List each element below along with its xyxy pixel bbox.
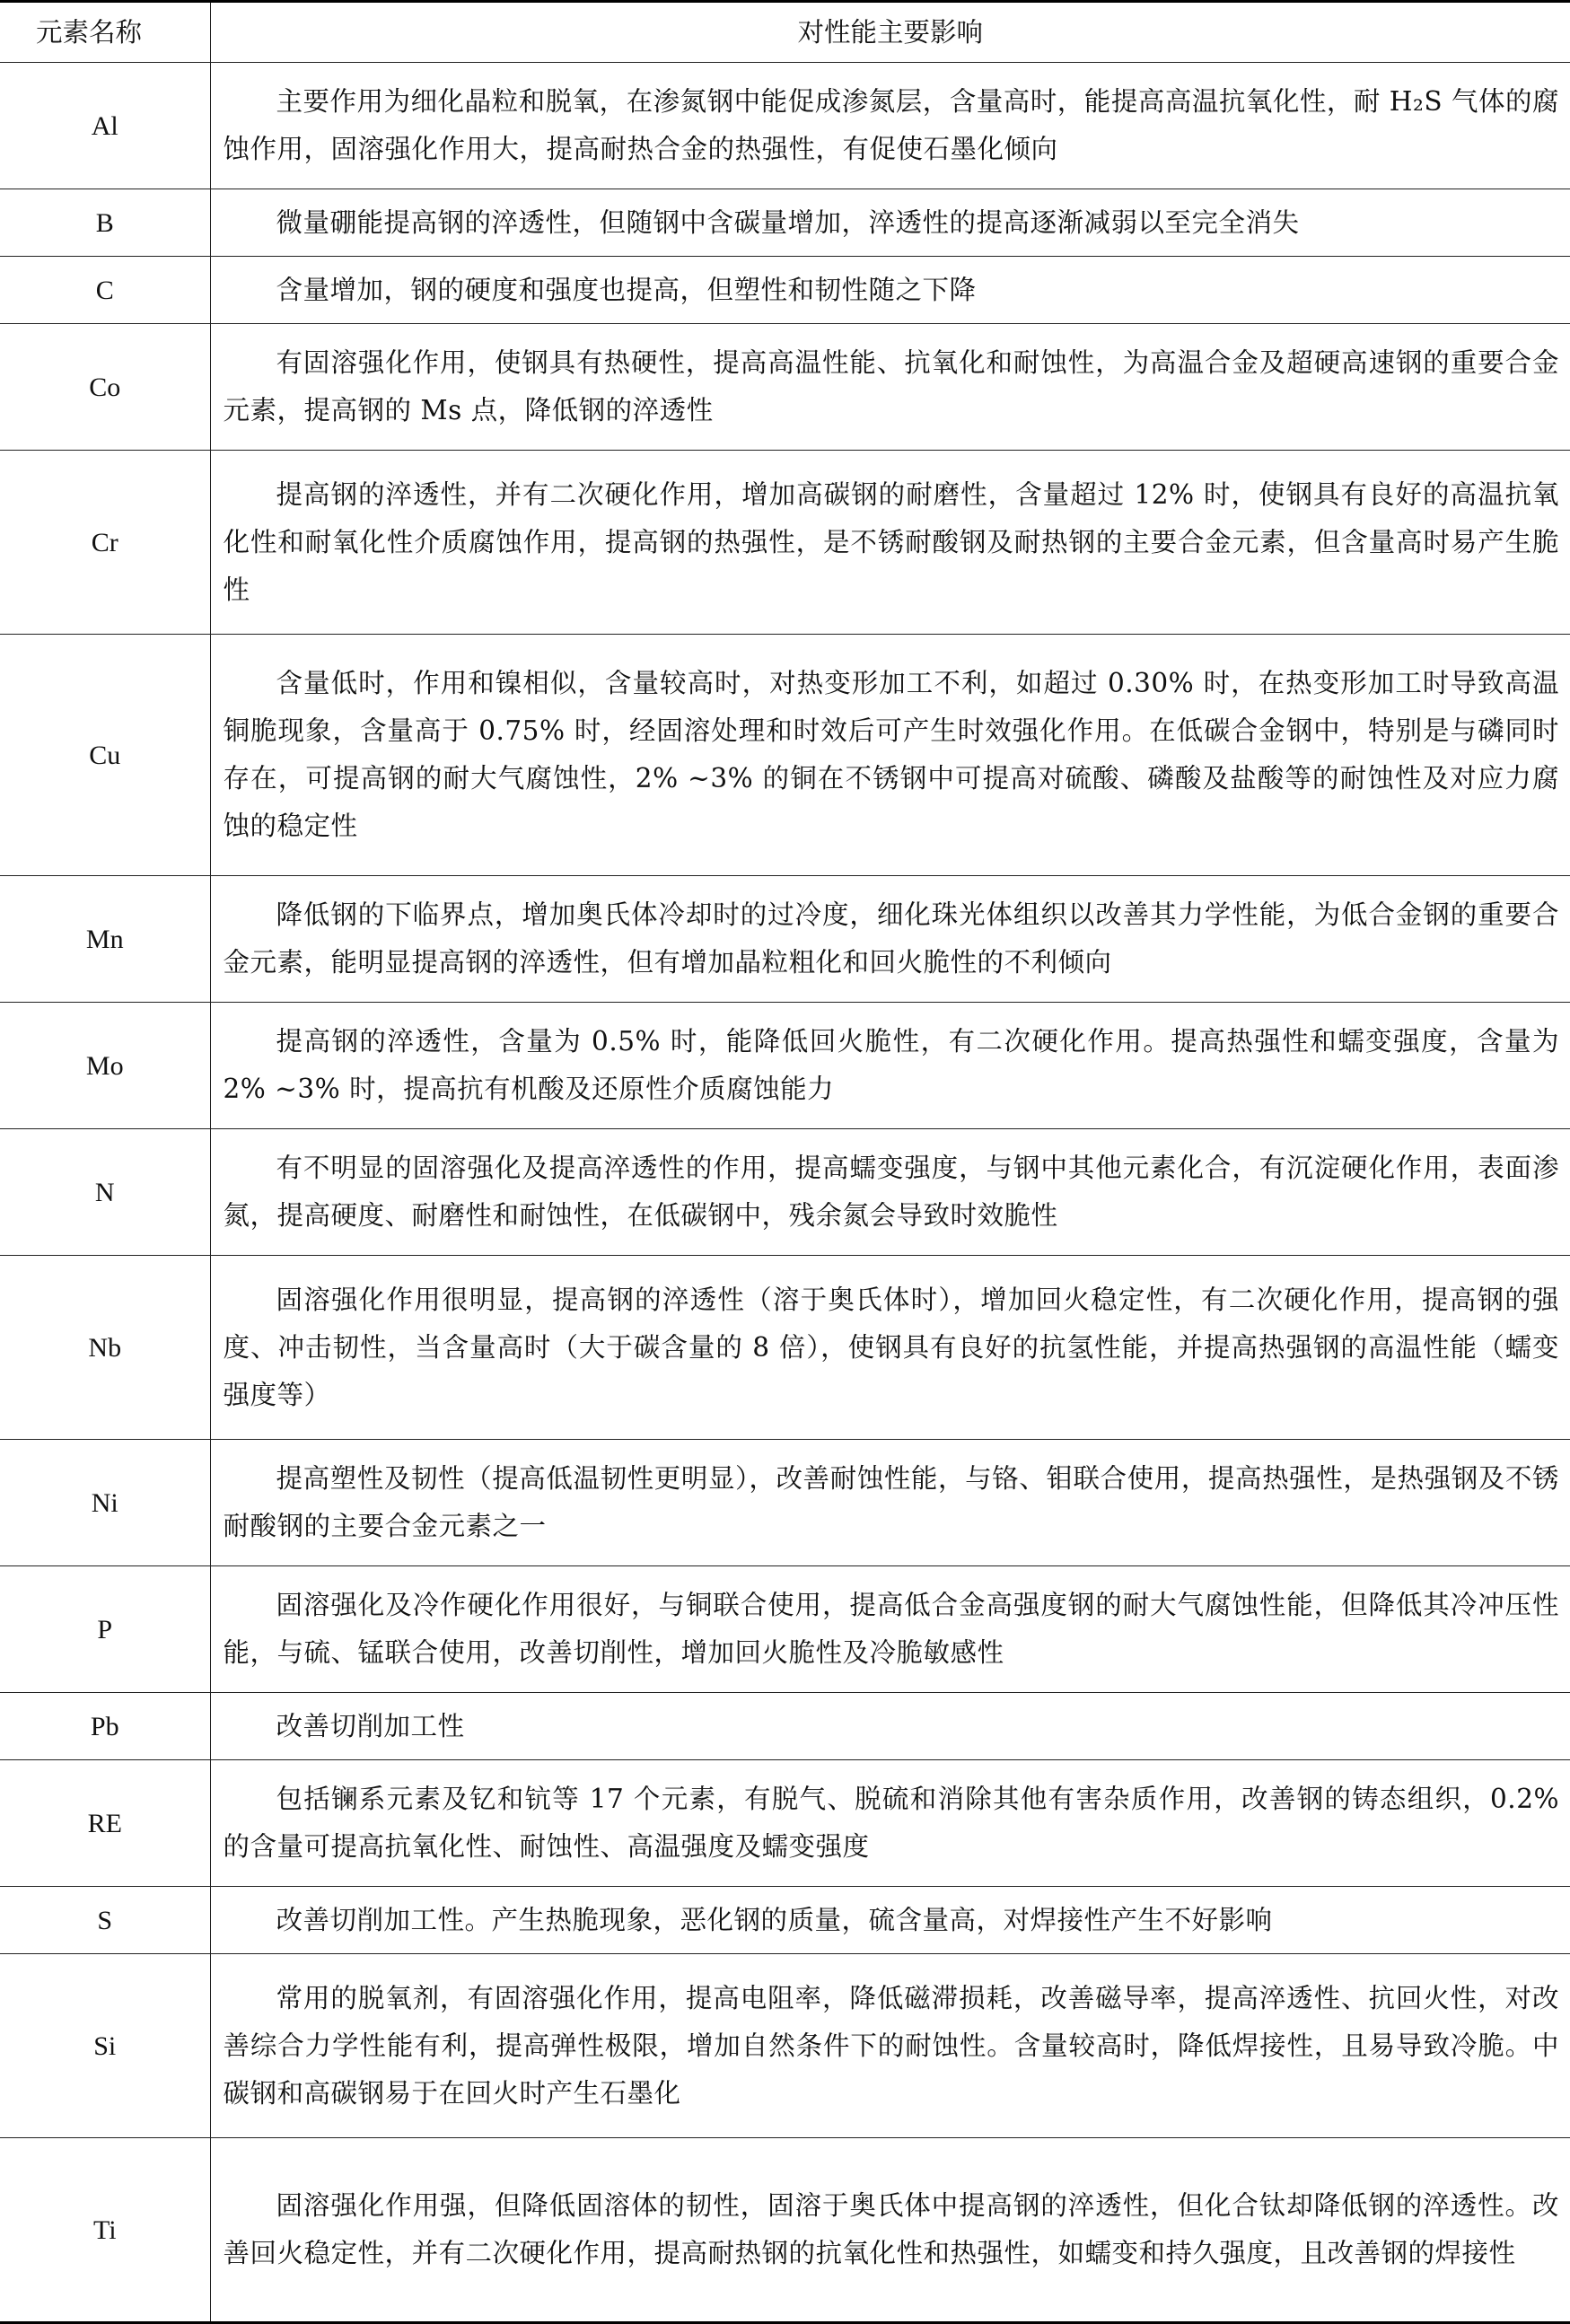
element-effect: 提高钢的淬透性，并有二次硬化作用，增加高碳钢的耐磨性，含量超过 12% 时，使钢具有良好的高温抗氧化性和耐氧化性介质腐蚀作用，提高钢的热强性，是不锈耐酸钢及耐热钢的主要合金元素，但含量高时易产生脆性 (210, 451, 1570, 635)
element-effect: 提高钢的淬透性，含量为 0.5% 时，能降低回火脆性，有二次硬化作用。提高热强性和蠕变强度，含量为 2% ~3% 时，提高抗有机酸及还原性介质腐蚀能力 (210, 1003, 1570, 1129)
element-symbol: Pb (0, 1693, 210, 1760)
element-effect: 有不明显的固溶强化及提高淬透性的作用，提高蠕变强度，与钢中其他元素化合，有沉淀硬化作用，表面渗氮，提高硬度、耐磨性和耐蚀性，在低碳钢中，残余氮会导致时效脆性 (210, 1129, 1570, 1256)
element-symbol: Ti (0, 2138, 210, 2323)
table-row (0, 1003, 1570, 1129)
table-row (0, 1760, 1570, 1887)
element-effect: 降低钢的下临界点，增加奥氏体冷却时的过冷度，细化珠光体组织以改善其力学性能，为低合金钢的重要合金元素，能明显提高钢的淬透性，但有增加晶粒粗化和回火脆性的不利倾向 (210, 876, 1570, 1003)
element-effect: 改善切削加工性 (210, 1693, 1570, 1760)
table-row (0, 1887, 1570, 1954)
table-row (0, 635, 1570, 876)
table-row (0, 1566, 1570, 1693)
element-effect: 固溶强化作用很明显，提高钢的淬透性（溶于奥氏体时），增加回火稳定性，有二次硬化作用，提高钢的强度、冲击韧性，当含量高时（大于碳含量的 8 倍），使钢具有良好的抗氢性能，并提高热强钢的高温性能（蠕变强度等） (210, 1256, 1570, 1440)
table-row (0, 1129, 1570, 1256)
table-row (0, 451, 1570, 635)
element-symbol: Nb (0, 1256, 210, 1440)
element-effect: 常用的脱氧剂，有固溶强化作用，提高电阻率，降低磁滞损耗，改善磁导率，提高淬透性、抗回火性，对改善综合力学性能有利，提高弹性极限，增加自然条件下的耐蚀性。含量较高时，降低焊接性，且易导致冷脆。中碳钢和高碳钢易于在回火时产生石墨化 (210, 1954, 1570, 2138)
table-row (0, 324, 1570, 451)
element-symbol: S (0, 1887, 210, 1954)
table-row (0, 189, 1570, 257)
table-header-row (0, 2, 1570, 63)
element-effect: 提高塑性及韧性（提高低温韧性更明显），改善耐蚀性能，与铬、钼联合使用，提高热强性，是热强钢及不锈耐酸钢的主要合金元素之一 (210, 1440, 1570, 1566)
element-effect: 有固溶强化作用，使钢具有热硬性，提高高温性能、抗氧化和耐蚀性，为高温合金及超硬高速钢的重要合金元素，提高钢的 Ms 点，降低钢的淬透性 (210, 324, 1570, 451)
element-effect: 含量低时，作用和镍相似，含量较高时，对热变形加工不利，如超过 0.30% 时，在热变形加工时导致高温铜脆现象，含量高于 0.75% 时，经固溶处理和时效后可产生时效强化作用。在低碳合金钢中，特别是与磷同时存在，可提高钢的耐大气腐蚀性，2% ~3% 的铜在不锈钢中可提高对硫酸、磷酸及盐酸等的耐蚀性及对应力腐蚀的稳定性 (210, 635, 1570, 876)
element-symbol: C (0, 257, 210, 324)
element-symbol: N (0, 1129, 210, 1256)
element-symbol: Cu (0, 635, 210, 876)
header-element-name: 元素名称 (0, 2, 210, 63)
table-row (0, 1440, 1570, 1566)
element-symbol: Ni (0, 1440, 210, 1566)
table-row (0, 2138, 1570, 2323)
element-symbol: B (0, 189, 210, 257)
element-symbol: Cr (0, 451, 210, 635)
table-row (0, 257, 1570, 324)
element-effect: 包括镧系元素及钇和钪等 17 个元素，有脱气、脱硫和消除其他有害杂质作用，改善钢的铸态组织，0.2% 的含量可提高抗氧化性、耐蚀性、高温强度及蠕变强度 (210, 1760, 1570, 1887)
element-effect: 含量增加，钢的硬度和强度也提高，但塑性和韧性随之下降 (210, 257, 1570, 324)
element-symbol: Si (0, 1954, 210, 2138)
header-main-effect: 对性能主要影响 (210, 2, 1570, 63)
table-row (0, 1693, 1570, 1760)
element-symbol: RE (0, 1760, 210, 1887)
element-symbol: Al (0, 63, 210, 189)
element-effect: 固溶强化及冷作硬化作用很好，与铜联合使用，提高低合金高强度钢的耐大气腐蚀性能，但降低其冷冲压性能，与硫、锰联合使用，改善切削性，增加回火脆性及冷脆敏感性 (210, 1566, 1570, 1693)
element-effect: 微量硼能提高钢的淬透性，但随钢中含碳量增加，淬透性的提高逐渐减弱以至完全消失 (210, 189, 1570, 257)
element-symbol: Co (0, 324, 210, 451)
element-symbol: Mn (0, 876, 210, 1003)
element-effect: 主要作用为细化晶粒和脱氧，在渗氮钢中能促成渗氮层，含量高时，能提高高温抗氧化性，耐 H₂S 气体的腐蚀作用，固溶强化作用大，提高耐热合金的热强性，有促使石墨化倾向 (210, 63, 1570, 189)
element-effect: 固溶强化作用强，但降低固溶体的韧性，固溶于奥氏体中提高钢的淬透性，但化合钛却降低钢的淬透性。改善回火稳定性，并有二次硬化作用，提高耐热钢的抗氧化性和热强性，如蠕变和持久强度，且改善钢的焊接性 (210, 2138, 1570, 2323)
element-symbol: Mo (0, 1003, 210, 1129)
table-row (0, 876, 1570, 1003)
table-row (0, 1256, 1570, 1440)
element-effect: 改善切削加工性。产生热脆现象，恶化钢的质量，硫含量高，对焊接性产生不好影响 (210, 1887, 1570, 1954)
table-row (0, 1954, 1570, 2138)
table-row (0, 63, 1570, 189)
element-symbol: P (0, 1566, 210, 1693)
